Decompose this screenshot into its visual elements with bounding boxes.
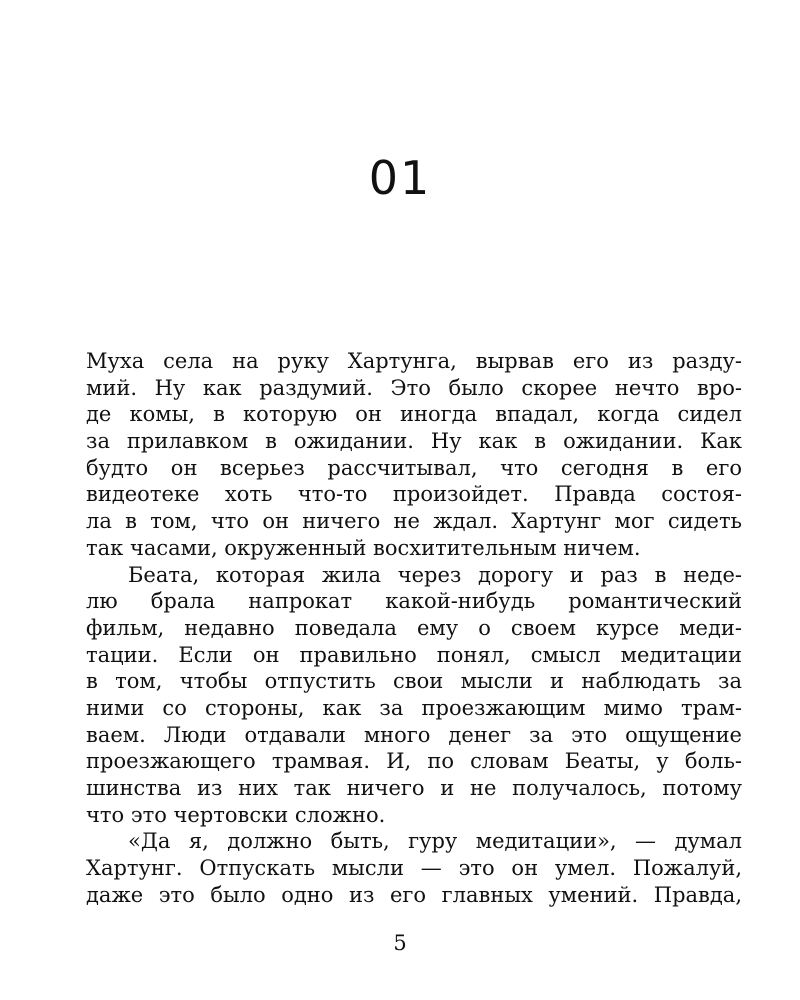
text-line: ними со стороны, как за проезжающим мимо трам- — [86, 695, 742, 720]
text-line: фильм, недавно поведала ему о своем курсе меди- — [86, 615, 742, 640]
text-line: будто он всерьез рассчитывал, что сегодня в его — [86, 455, 742, 480]
chapter-text — [86, 348, 742, 908]
text-line: даже это было одно из его главных умений. Правда, — [86, 882, 742, 907]
text-line: что это чертовски сложно. — [86, 802, 386, 827]
text-line: Муха села на руку Хартунга, вырвав его из разду- — [86, 349, 742, 373]
text-line: де комы, в которую он иногда впадал, когда сидел — [86, 402, 742, 427]
text-line: тации. Если он правильно понял, смысл медитации — [86, 642, 742, 667]
text-line: видеотеке хоть что-то произойдет. Правда состоя- — [86, 482, 742, 507]
text-line: Хартунг. Отпускать мысли — это он умел. Пожалуй, — [86, 856, 742, 881]
text-line: в том, чтобы отпустить свои мысли и наблюдать за — [86, 669, 742, 694]
text-line: мий. Ну как раздумий. Это было скорее нечто вро- — [86, 375, 742, 400]
text-line: «Да я, должно быть, гуру медитации», — думал — [128, 829, 742, 854]
page-number: 5 — [393, 931, 407, 955]
text-line: шинства из них так ничего и не получалось, потому — [86, 776, 742, 800]
text-line: за прилавком в ожидании. Ну как в ожидании. Как — [86, 429, 742, 454]
text-line: ла в том, что он ничего не ждал. Хартунг мог сидеть — [86, 509, 742, 534]
text-line: лю брала напрокат какой-нибудь романтический — [86, 589, 742, 614]
text-line: ваем. Люди отдавали много денег за это ощущение — [86, 722, 742, 747]
chapter-number: 01 — [368, 151, 432, 205]
text-line: Беата, которая жила через дорогу и раз в неде- — [128, 562, 742, 587]
text-line: проезжающего трамвая. И, по словам Беаты, у боль- — [86, 749, 742, 774]
text-line: так часами, окруженный восхитительным ничем. — [86, 535, 641, 560]
